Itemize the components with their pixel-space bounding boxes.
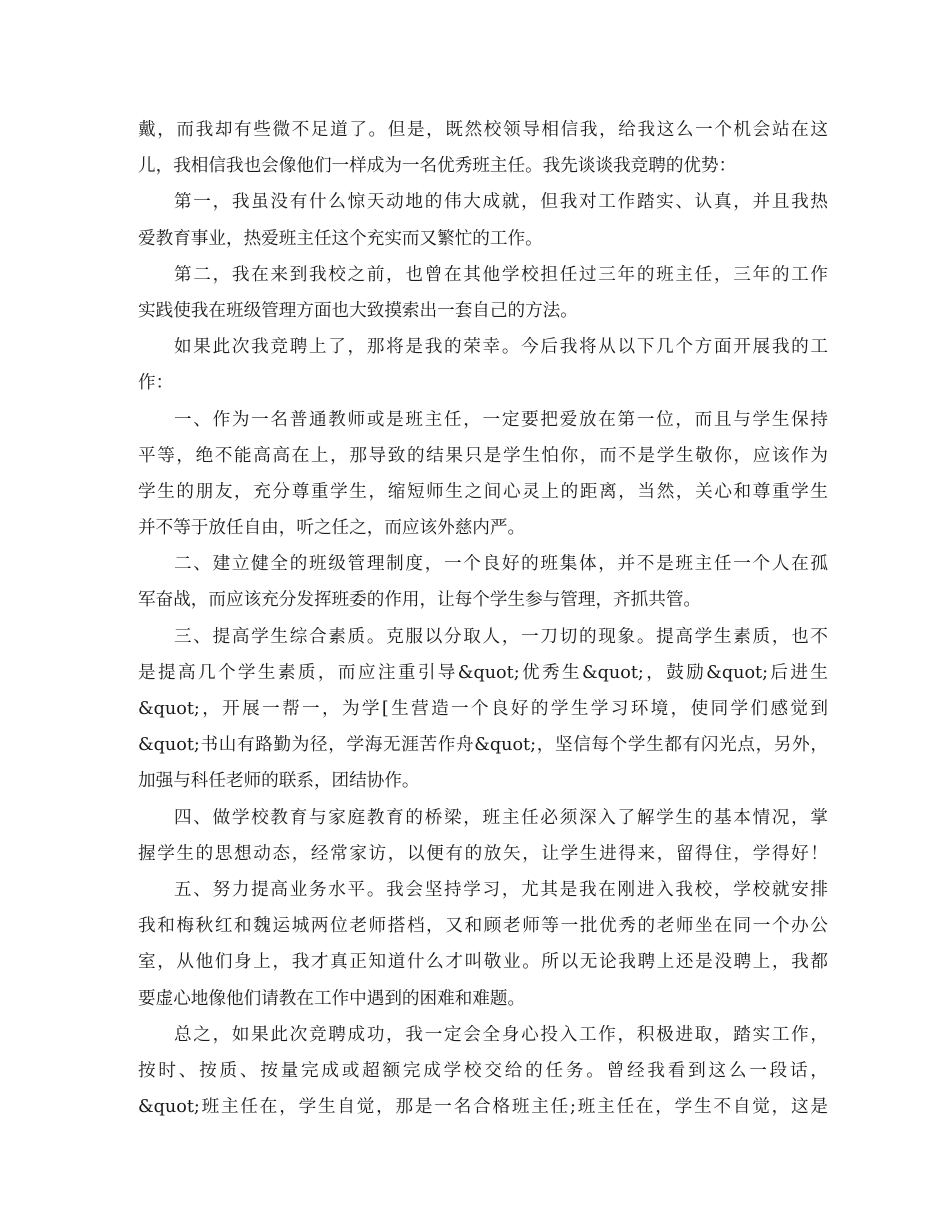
text-line: 平等，绝不能高高在上，那导致的结果只是学生怕你，而不是学生敬你，应该作为 [138, 445, 828, 466]
text-line: 室，从他们身上，我才真正知道什么才叫敬业。所以无论我聘上还是没聘上，我都 [138, 952, 828, 973]
text-line: 作： [138, 373, 174, 394]
paragraph-first-line: 三、提高学生综合素质。克服以分取人，一刀切的现象。提高学生素质，也不 [174, 626, 828, 647]
text-line: 实践使我在班级管理方面也大致摸索出一套自己的方法。 [138, 300, 578, 321]
paragraph-first-line: 四、做学校教育与家庭教育的桥梁，班主任必须深入了解学生的基本情况，掌 [174, 807, 828, 828]
text-line: 按时、按质、按量完成或超额完成学校交给的任务。曾经我看到这么一段话， [138, 1060, 828, 1081]
text-line: &quot;班主任在，学生自觉，那是一名合格班主任;班主任在，学生不自觉，这是 [138, 1097, 828, 1118]
text-line: 学生的朋友，充分尊重学生，缩短师生之间心灵上的距离，当然，关心和尊重学生 [138, 481, 828, 502]
paragraph-first-line: 第一，我虽没有什么惊天动地的伟大成就，但我对工作踏实、认真，并且我热 [174, 192, 828, 213]
paragraph-first-line: 五、努力提高业务水平。我会坚持学习，尤其是我在刚进入我校，学校就安排 [174, 879, 828, 900]
text-line: 要虚心地像他们请教在工作中遇到的困难和难题。 [138, 988, 526, 1009]
paragraph-first-line: 一、作为一名普通教师或是班主任，一定要把爱放在第一位，而且与学生保持 [174, 409, 828, 430]
text-line: &quot;书山有路勤为径，学海无涯苦作舟&quot;，坚信每个学生都有闪光点，另外， [138, 735, 828, 756]
text-line: 军奋战，而应该充分发挥班委的作用，让每个学生参与管理，齐抓共管。 [138, 590, 702, 611]
text-line: 我和梅秋红和魏运城两位老师搭档，又和顾老师等一批优秀的老师坐在同一个办公 [138, 916, 828, 937]
text-line: 儿，我相信我也会像他们一样成为一名优秀班主任。我先谈谈我竞聘的优势： [138, 156, 737, 177]
text-line: 是提高几个学生素质，而应注重引导&quot;优秀生&quot;，鼓励&quot;后进生 [138, 662, 828, 683]
paragraph-first-line: 总之，如果此次竞聘成功，我一定会全身心投入工作，积极进取，踏实工作， [174, 1024, 828, 1045]
paragraph-first-line: 二、建立健全的班级管理制度，一个良好的班集体，并不是班主任一个人在孤 [174, 554, 828, 575]
text-line: 并不等于放任自由，听之任之，而应该外慈内严。 [138, 518, 526, 539]
document-body [138, 112, 828, 1125]
text-line: &quot;，开展一帮一，为学[生营造一个良好的学生学习环境，使同学们感觉到 [138, 699, 828, 719]
paragraph-first-line: 如果此次我竞聘上了，那将是我的荣幸。今后我将从以下几个方面开展我的工 [174, 337, 828, 358]
text-line: 加强与科任老师的联系，团结协作。 [138, 771, 420, 792]
text-line: 戴，而我却有些微不足道了。但是，既然校领导相信我，给我这么一个机会站在这 [138, 120, 828, 140]
text-line: 爱教育事业，热爱班主任这个充实而又繁忙的工作。 [138, 228, 543, 249]
paragraph-first-line: 第二，我在来到我校之前，也曾在其他学校担任过三年的班主任，三年的工作 [174, 264, 828, 285]
text-line: 握学生的思想动态，经常家访，以便有的放矢，让学生进得来，留得住，学得好！ [138, 843, 828, 864]
